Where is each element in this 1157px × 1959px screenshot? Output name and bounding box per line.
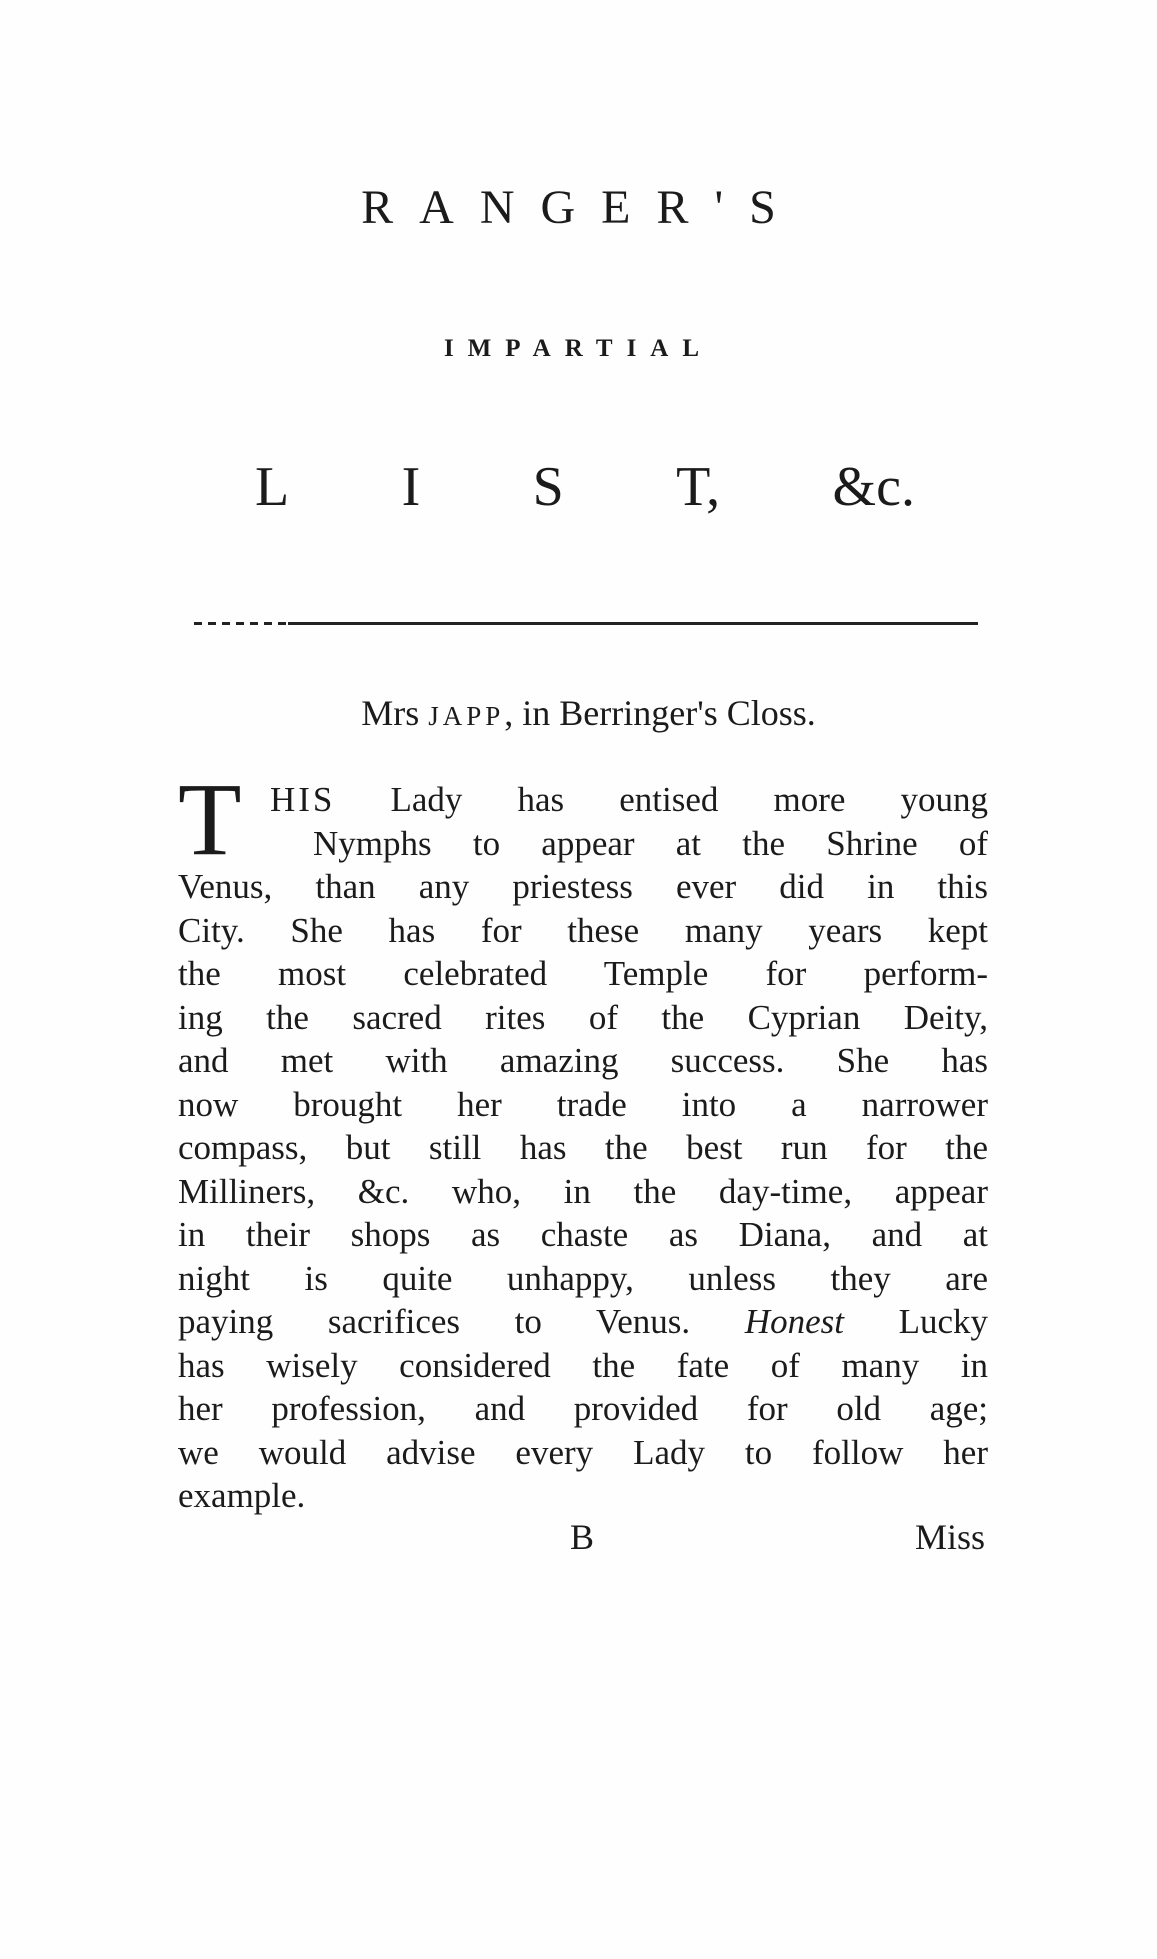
entry-body — [178, 762, 988, 1518]
body-line: ing the sacred rites of the Cyprian Deity, — [178, 997, 988, 1037]
first-line-caps: HIS — [270, 780, 336, 819]
title-list-letter: I — [401, 456, 421, 518]
divider-rule — [188, 622, 978, 625]
body-line: night is quite unhappy, unless they are — [178, 1258, 988, 1298]
title-list-letter: T, — [676, 456, 721, 518]
title-list-letter: L — [255, 456, 290, 518]
title-impartial: IMPARTIAL — [443, 335, 714, 362]
body-line: has wisely considered the fate of many in — [178, 1345, 988, 1385]
body-line-last: example. — [178, 1476, 306, 1515]
body-line: now brought her trade into a narrower — [178, 1084, 988, 1124]
catchword: Miss — [915, 1517, 986, 1557]
first-line-rest: Lady has entised more young — [335, 780, 988, 819]
body-line: in their shops as chaste as Diana, and at — [178, 1215, 988, 1254]
italic-word-honest: Honest — [744, 1302, 844, 1341]
body-line: and met with amazing success. She has — [178, 1041, 988, 1080]
body-line: the most celebrated Temple for perform- — [178, 954, 988, 993]
entry-heading-suffix: , in Berringer's Closs. — [504, 693, 816, 733]
entry-heading — [0, 692, 1157, 734]
body-line: Nymphs to appear at the Shrine of — [313, 823, 988, 863]
italic-line-pre: paying sacrifices to Venus. — [178, 1302, 745, 1341]
body-line — [178, 1300, 988, 1344]
entry-heading-name: JAPP — [428, 701, 505, 731]
title-rangers: RANGER'S — [361, 181, 802, 234]
body-line: compass, but still has the best run for the — [178, 1128, 988, 1167]
body-line: City. She has for these many years kept — [178, 910, 988, 950]
title-list — [255, 455, 915, 519]
title-list-letter: S — [532, 456, 564, 518]
title-list-letter: &c. — [832, 456, 915, 518]
entry-heading-prefix: Mrs — [361, 693, 429, 733]
divider-rule-dashed-start — [188, 622, 288, 625]
body-line — [178, 778, 988, 822]
body-line: Milliners, &c. who, in the day-time, appear — [178, 1171, 988, 1211]
signature-mark: B — [570, 1517, 595, 1557]
body-line: we would advise every Lady to follow her — [178, 1432, 988, 1472]
body-line: her profession, and provided for old age; — [178, 1389, 988, 1428]
drop-cap: T — [178, 762, 242, 877]
italic-line-post: Lucky — [843, 1302, 988, 1341]
body-line: Venus, than any priestess ever did in this — [178, 867, 988, 906]
